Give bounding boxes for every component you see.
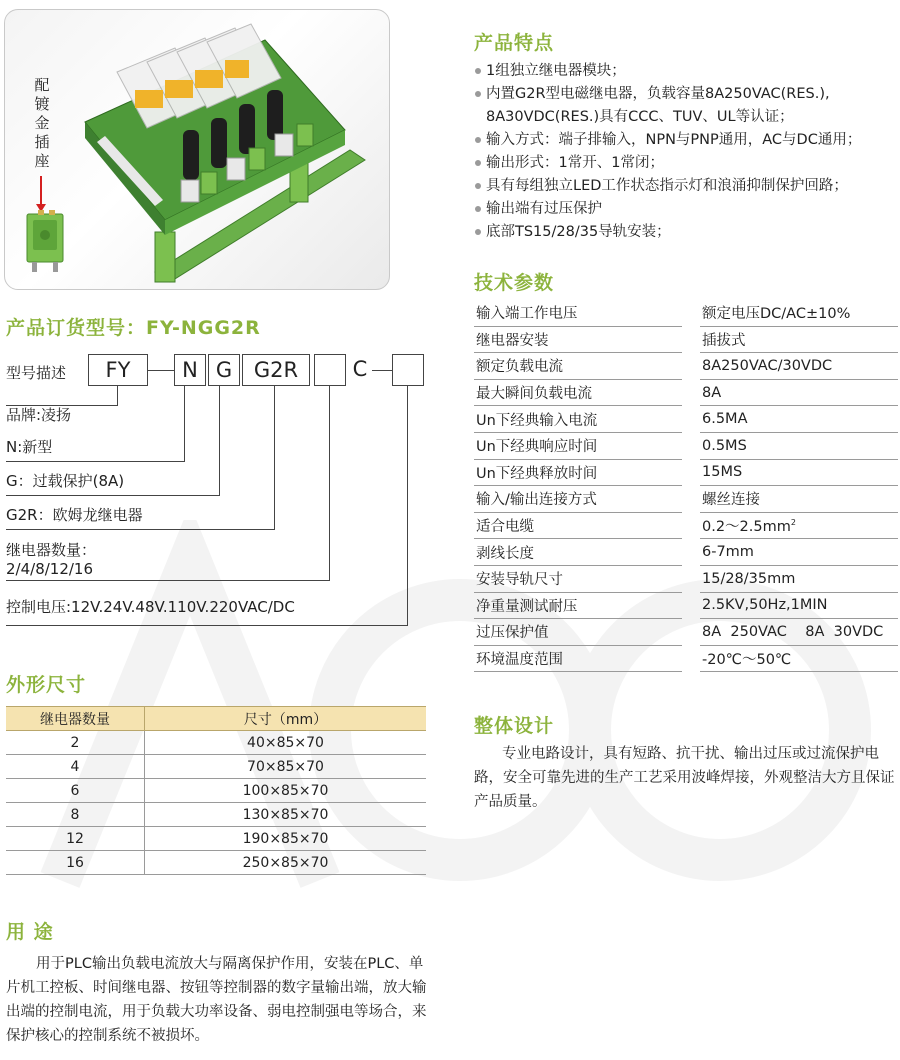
list-item (474, 83, 894, 129)
spec-key: 环境温度范围 (474, 645, 682, 672)
spec-value: 15/28/35mm (700, 565, 898, 592)
dim-size: 70×85×70 (145, 755, 427, 779)
bullet-icon (475, 229, 481, 235)
feature-text: 内置G2R型电磁继电器，负载容量8A250VAC(RES.), (486, 86, 830, 102)
dim-size: 40×85×70 (145, 731, 427, 755)
tree-connector (6, 495, 220, 496)
table-row (474, 645, 898, 672)
code-box-type: N (174, 354, 206, 386)
tree-connector (6, 625, 408, 626)
usage-title: 用 途 (6, 921, 54, 943)
dim-size: 250×85×70 (145, 851, 427, 875)
bullet-icon (475, 91, 481, 97)
spec-key: Un下经典释放时间 (474, 459, 682, 486)
model-code-label: 型号描述 (6, 364, 67, 382)
table-row (474, 459, 898, 486)
spec-value: 插拔式 (700, 326, 898, 353)
spec-key: 过压保护值 (474, 619, 682, 646)
spec-key: Un下经典输入电流 (474, 406, 682, 433)
list-item (474, 60, 894, 83)
table-row (474, 539, 898, 566)
code-dash (372, 370, 392, 371)
spec-key: 安装导轨尺寸 (474, 565, 682, 592)
code-box-relay: G2R (242, 354, 310, 386)
dim-count: 16 (6, 851, 145, 875)
spec-value: 螺丝连接 (700, 486, 898, 513)
spec-key: 继电器安装 (474, 326, 682, 353)
specs-title: 技术参数 (474, 272, 555, 294)
list-item (474, 175, 894, 198)
bullet-icon (475, 160, 481, 166)
dim-count: 2 (6, 731, 145, 755)
socket-label-char: 座 (34, 152, 50, 170)
tree-connector (6, 580, 330, 581)
features-list (474, 60, 894, 244)
dimensions-table (6, 706, 426, 875)
table-row (474, 326, 898, 353)
tree-connector (219, 386, 220, 496)
features-title: 产品特点 (474, 32, 555, 54)
bullet-icon (475, 183, 481, 189)
code-box-protection: G (208, 354, 240, 386)
tree-connector (117, 386, 118, 406)
design-text: 专业电路设计，具有短路、抗干扰、输出过压或过流保护电路，安全可靠先进的生产工艺采用波峰焊接，外观整洁大方且保证产品质量。 (474, 746, 895, 810)
list-item (474, 198, 894, 221)
tree-connector (274, 386, 275, 530)
spec-value: 0.5MS (700, 432, 898, 459)
feature-text: 输出端有过压保护 (486, 201, 602, 217)
spec-value: 8A250VAC/30VDC (700, 353, 898, 380)
bullet-icon (475, 137, 481, 143)
spec-value: 8A 250VAC 8A 30VDC (700, 619, 898, 646)
desc-count-label: 继电器数量： (6, 541, 97, 559)
model-code-diagram (6, 354, 436, 388)
code-dash (147, 370, 174, 371)
spec-value: 8A (700, 379, 898, 406)
bullet-icon (475, 206, 481, 212)
socket-label-char: 插 (34, 133, 50, 151)
desc-voltage: 控制电压:12V.24V.48V.110V.220VAC/DC (6, 598, 295, 616)
superscript: 2 (790, 518, 796, 528)
table-row (6, 851, 426, 875)
spec-key: 剥线长度 (474, 539, 682, 566)
product-photo-panel (4, 9, 390, 290)
table-row (474, 592, 898, 619)
feature-text: 输出形式：1常开、1常闭； (486, 155, 664, 171)
tree-connector (184, 386, 185, 462)
desc-new-type: N:新型 (6, 438, 53, 456)
spec-key: 输入/输出连接方式 (474, 486, 682, 513)
dim-size: 190×85×70 (145, 827, 427, 851)
spec-value: 6.5MA (700, 406, 898, 433)
spec-value (700, 512, 898, 539)
desc-overload: G：过载保护(8A) (6, 472, 125, 490)
spec-key: 输入端工作电压 (474, 300, 682, 326)
gold-plated-socket (27, 210, 63, 272)
socket-label-char: 金 (34, 114, 50, 132)
tree-connector (407, 386, 408, 626)
table-row (6, 779, 426, 803)
table-row (474, 300, 898, 326)
table-row (474, 486, 898, 513)
spec-value: 2.5KV,50Hz,1MIN (700, 592, 898, 619)
desc-count-values: 2/4/8/12/16 (6, 560, 94, 578)
dim-size: 130×85×70 (145, 803, 427, 827)
feature-text-continued: 8A30VDC(RES.)具有CCC、TUV、UL等认证； (486, 109, 794, 125)
feature-text: 输入方式：端子排输入，NPN与PNP通用，AC与DC通用； (486, 132, 862, 148)
table-row (474, 353, 898, 380)
dim-count: 6 (6, 779, 145, 803)
socket-label-char: 镀 (34, 95, 50, 113)
desc-relay: G2R：欧姆龙继电器 (6, 506, 143, 524)
dim-count: 4 (6, 755, 145, 779)
table-row (6, 827, 426, 851)
spec-key: 最大瞬间负载电流 (474, 379, 682, 406)
specs-table (474, 300, 898, 672)
table-row (6, 755, 426, 779)
code-box-count (314, 354, 346, 386)
order-model-title: 产品订货型号：FY-NGG2R (6, 317, 261, 339)
list-item (474, 221, 894, 244)
spec-key: Un下经典响应时间 (474, 432, 682, 459)
list-item (474, 129, 894, 152)
spec-value: 额定电压DC/AC±10% (700, 300, 898, 326)
design-title: 整体设计 (474, 715, 555, 737)
dim-count: 12 (6, 827, 145, 851)
tree-connector (329, 386, 330, 581)
feature-text: 底部TS15/28/35导轨安装； (486, 224, 671, 240)
feature-text: 1组独立继电器模块； (486, 63, 626, 79)
spec-key: 净重量测试耐压 (474, 592, 682, 619)
code-box-voltage (392, 354, 424, 386)
table-row (474, 432, 898, 459)
usage-text: 用于PLC输出负载电流放大与隔离保护作用，安装在PLC、单片机工控板、时间继电器、按钮等控制器的数字量输出端，放大输出端的控制电流，用于负载大功率设备、弱电控制强电等场合，来保护核心的控制系统不被损坏。 (6, 956, 427, 1044)
tree-connector (6, 461, 185, 462)
spec-value: -20℃～50℃ (700, 645, 898, 672)
table-row (6, 731, 426, 755)
spec-value: 6-7mm (700, 539, 898, 566)
list-item (474, 152, 894, 175)
desc-brand: 品牌:凌扬 (6, 406, 72, 424)
spec-key: 适合电缆 (474, 512, 682, 539)
tree-connector (6, 529, 275, 530)
table-row (474, 379, 898, 406)
spec-value: 15MS (700, 459, 898, 486)
table-row (474, 406, 898, 433)
socket-callout-label (31, 76, 53, 171)
dimensions-title: 外形尺寸 (6, 674, 87, 696)
spec-value-text: 0.2～2.5mm (702, 519, 791, 536)
spec-key: 额定负载电流 (474, 353, 682, 380)
dim-count: 8 (6, 803, 145, 827)
relay-module-illustration (5, 10, 389, 289)
code-box-brand: FY (88, 354, 148, 386)
socket-label-char: 配 (34, 76, 50, 94)
table-row (474, 619, 898, 646)
feature-text: 具有每组独立LED工作状态指示灯和浪涌抑制保护回路； (486, 178, 848, 194)
table-row (474, 512, 898, 539)
dim-size: 100×85×70 (145, 779, 427, 803)
dim-header-count: 继电器数量 (6, 707, 145, 731)
table-row (474, 565, 898, 592)
table-row (6, 803, 426, 827)
code-box-c: C (352, 357, 368, 381)
dim-header-size: 尺寸（mm） (145, 707, 427, 731)
bullet-icon (475, 68, 481, 74)
